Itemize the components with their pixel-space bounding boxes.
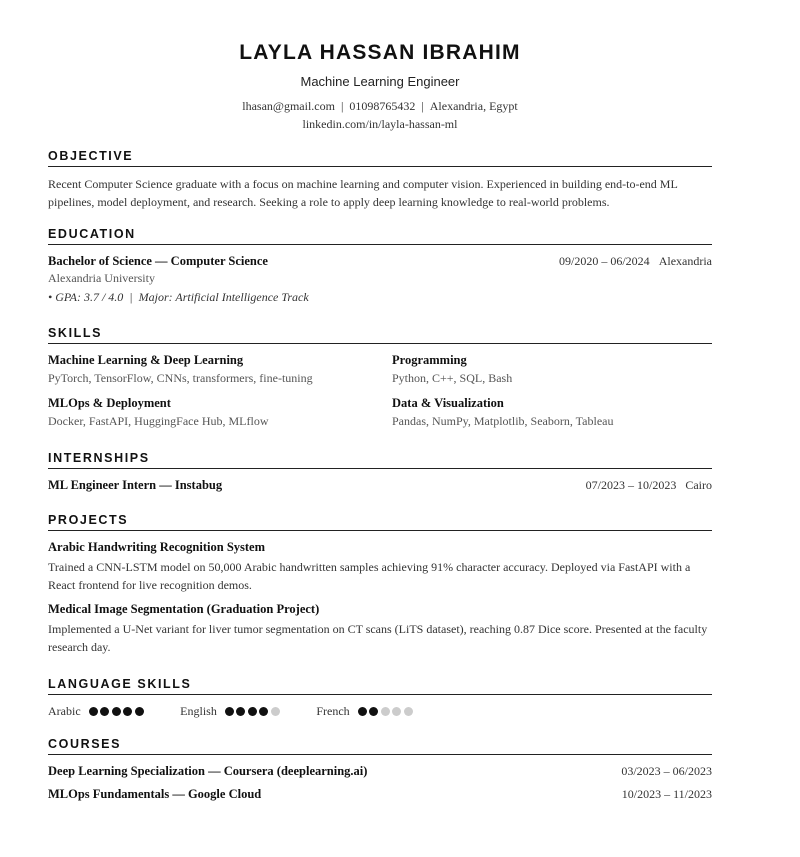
education-date-location xyxy=(559,254,712,269)
language-skills-section xyxy=(48,677,712,719)
level-dot-empty xyxy=(392,707,401,716)
separator: | xyxy=(340,99,344,113)
course-dates: 03/2023 – 06/2023 xyxy=(621,764,712,778)
candidate-role: Machine Learning Engineer xyxy=(300,74,460,89)
level-dot-empty xyxy=(271,707,280,716)
level-dot-empty xyxy=(381,707,390,716)
language-level-dots xyxy=(225,707,283,716)
internship-date-location xyxy=(586,478,712,493)
language-list xyxy=(48,704,712,719)
education-dates: 09/2020 – 06/2024 xyxy=(559,254,650,268)
level-dot-filled xyxy=(89,707,98,716)
section-title: COURSES xyxy=(48,737,712,755)
skills-section xyxy=(48,326,712,429)
internship-role: ML Engineer Intern — Instabug xyxy=(48,478,223,492)
education-details: • GPA: 3.7 / 4.0 | Major: Artificial Intelligence Track xyxy=(48,290,309,304)
objective-section xyxy=(48,149,712,211)
skill-group-items: Python, C++, SQL, Bash xyxy=(392,371,513,385)
linkedin-text: linkedin.com/in/layla-hassan-ml xyxy=(302,117,458,131)
course-name: MLOps Fundamentals — Google Cloud xyxy=(48,787,262,801)
level-dot-filled xyxy=(358,707,367,716)
project-name: Arabic Handwriting Recognition System xyxy=(48,540,266,554)
section-title: INTERNSHIPS xyxy=(48,451,712,469)
section-title: OBJECTIVE xyxy=(48,149,712,167)
education-section xyxy=(48,227,712,305)
skill-group-name: Programming xyxy=(392,353,467,367)
internship-city: Cairo xyxy=(685,478,712,492)
separator: | xyxy=(421,99,424,113)
skill-group xyxy=(392,353,712,386)
level-dot-filled xyxy=(225,707,234,716)
degree-title: Bachelor of Science — Computer Science xyxy=(48,254,268,268)
language-name: French xyxy=(316,704,350,718)
location-text: Alexandria, Egypt xyxy=(429,99,518,113)
candidate-name: LAYLA HASSAN IBRAHIM xyxy=(239,41,521,64)
education-entry xyxy=(48,254,712,269)
project-entry xyxy=(48,540,712,594)
level-dot-filled xyxy=(123,707,132,716)
project-description: Trained a CNN-LSTM model on 50,000 Arabic handwritten samples achieving 91% character accuracy. Deployed via FastAPI with a React frontend for live recognition demos. xyxy=(48,560,691,592)
language-level-dots xyxy=(358,707,416,716)
skill-group xyxy=(392,396,712,429)
objective-text: Recent Computer Science graduate with a focus on machine learning and computer vision. Experienced in building end-to-end ML pipelines, model deployment, and research. Seeking a role to apply deep learning knowledge to real-world problems. xyxy=(48,177,678,209)
skill-group-name: MLOps & Deployment xyxy=(48,396,171,410)
course-dates: 10/2023 – 11/2023 xyxy=(621,787,712,801)
level-dot-filled xyxy=(259,707,268,716)
education-city: Alexandria xyxy=(658,254,712,268)
skill-group-items: PyTorch, TensorFlow, CNNs, transformers, fine-tuning xyxy=(48,371,313,385)
project-name: Medical Image Segmentation (Graduation Project) xyxy=(48,602,320,616)
level-dot-empty xyxy=(404,707,413,716)
section-title: PROJECTS xyxy=(48,513,712,531)
contact-line xyxy=(48,99,712,114)
course-entry xyxy=(48,787,712,802)
language-item xyxy=(48,704,146,719)
school-name: Alexandria University xyxy=(48,271,155,285)
skill-group-name: Data & Visualization xyxy=(392,396,504,410)
section-title: SKILLS xyxy=(48,326,712,344)
projects-section xyxy=(48,513,712,656)
internships-section xyxy=(48,451,712,493)
internship-entry xyxy=(48,478,712,493)
skill-group xyxy=(48,396,392,429)
level-dot-filled xyxy=(135,707,144,716)
skill-group-name: Machine Learning & Deep Learning xyxy=(48,353,244,367)
skill-group-items: Docker, FastAPI, HuggingFace Hub, MLflow xyxy=(48,414,269,428)
level-dot-filled xyxy=(112,707,121,716)
language-level-dots xyxy=(89,707,147,716)
section-title: EDUCATION xyxy=(48,227,712,245)
phone-text: 01098765432 xyxy=(349,99,416,113)
level-dot-filled xyxy=(100,707,109,716)
level-dot-filled xyxy=(236,707,245,716)
level-dot-filled xyxy=(369,707,378,716)
project-entry xyxy=(48,602,712,656)
project-description: Implemented a U-Net variant for liver tumor segmentation on CT scans (LiTS dataset), reaching 0.87 Dice score. Presented at the faculty research day. xyxy=(48,622,708,654)
skill-group-items: Pandas, NumPy, Matplotlib, Seaborn, Tableau xyxy=(392,414,614,428)
language-item xyxy=(180,704,282,719)
skill-group xyxy=(48,353,392,386)
level-dot-filled xyxy=(248,707,257,716)
course-entry xyxy=(48,764,712,779)
section-title: LANGUAGE SKILLS xyxy=(48,677,712,695)
courses-section xyxy=(48,737,712,802)
internship-dates: 07/2023 – 10/2023 xyxy=(585,478,677,492)
skills-grid xyxy=(48,353,712,429)
course-name: Deep Learning Specialization — Coursera (deeplearning.ai) xyxy=(48,764,368,778)
language-name: English xyxy=(180,704,217,718)
language-item xyxy=(316,704,415,719)
email-text: lhasan@gmail.com xyxy=(242,99,335,113)
language-name: Arabic xyxy=(48,704,81,718)
